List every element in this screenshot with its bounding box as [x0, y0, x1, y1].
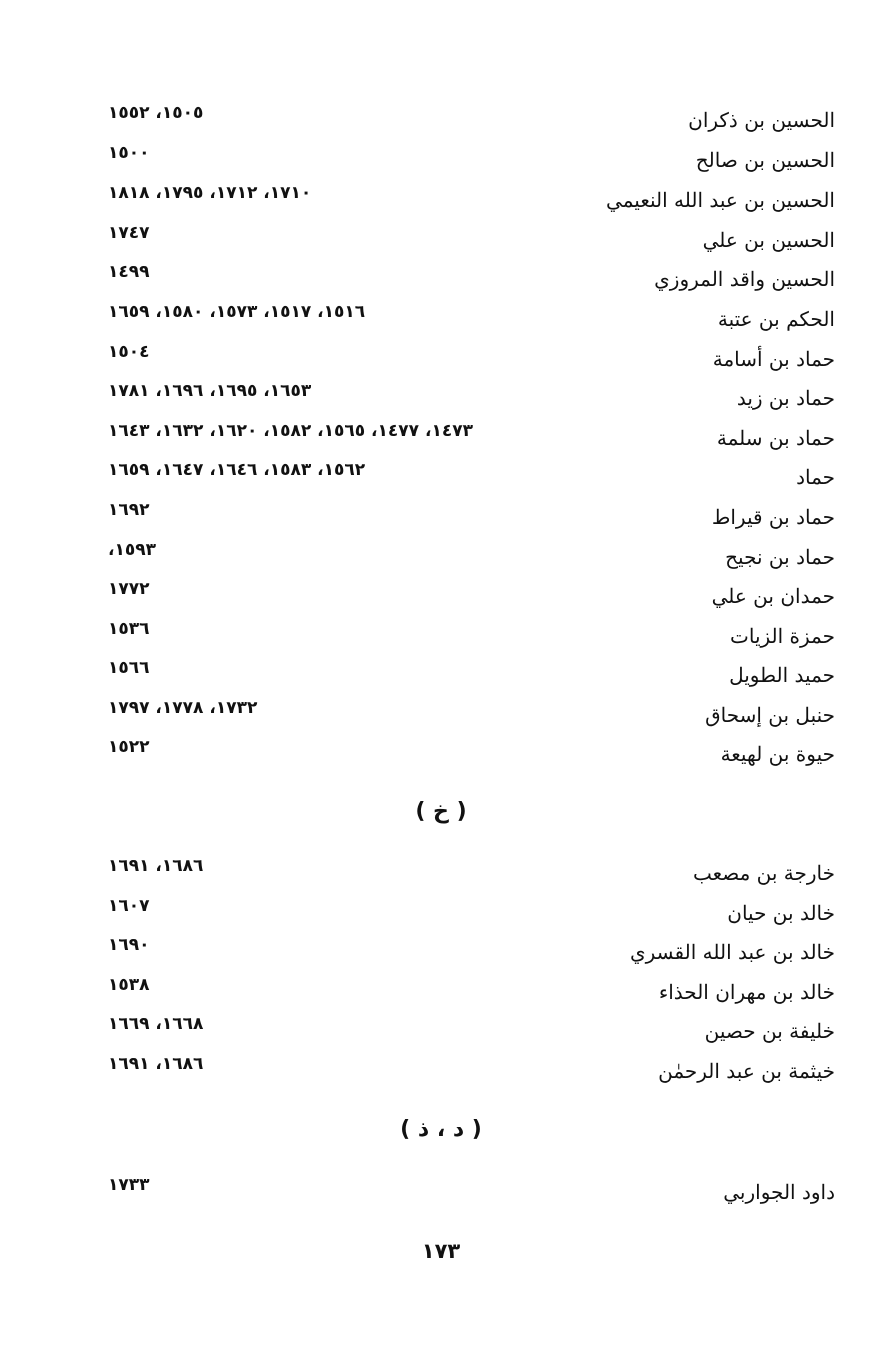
- entry-refs: ١٥١٦، ١٥١٧، ١٥٧٣، ١٥٨٠، ١٦٥٩: [108, 302, 366, 322]
- entry-name: حميد الطويل: [729, 663, 835, 687]
- entry-name: حمدان بن علي: [711, 584, 835, 608]
- entry-name: داود الجواربي: [723, 1180, 835, 1204]
- entry-name: حماد: [796, 465, 835, 489]
- entry-name: حماد بن أسامة: [712, 347, 835, 371]
- index-entry: [100, 893, 835, 933]
- index-entry: [100, 220, 835, 260]
- entry-refs: ١٥٦٢، ١٥٨٣، ١٦٤٦، ١٦٤٧، ١٦٥٩: [108, 460, 366, 480]
- index-entry: [100, 853, 835, 893]
- entry-name: خالد بن عبد الله القسري: [629, 940, 835, 964]
- entry-refs: ١٥٢٢: [108, 737, 150, 757]
- index-entry: [100, 932, 835, 972]
- entry-refs: ١٦٩٠: [108, 935, 150, 955]
- index-entry: [100, 616, 835, 656]
- index-entry: [100, 418, 835, 458]
- index-entry: [100, 576, 835, 616]
- entry-name: الحسين بن عبد الله النعيمي: [606, 188, 835, 212]
- index-entry: [100, 100, 835, 140]
- entry-refs: ١٧٧٢: [108, 579, 150, 599]
- section-heading-dal: ( د ، ذ ): [400, 1117, 482, 1142]
- entry-refs: ١٥٠٠: [108, 143, 150, 163]
- entry-name: خيثمة بن عبد الرحمٰن: [658, 1059, 835, 1083]
- index-entry: [100, 378, 835, 418]
- page-number: ١٧٣: [421, 1239, 461, 1263]
- entry-name: حيوة بن لهيعة: [720, 742, 835, 766]
- index-entry: [100, 537, 835, 577]
- entry-refs: ١٥٣٦: [108, 619, 150, 639]
- entry-refs: ١٦٦٨، ١٦٦٩: [108, 1014, 204, 1034]
- entry-name: الحسين واقد المروزي: [654, 267, 835, 291]
- section-heading-kha: ( خ ): [415, 799, 467, 824]
- entry-name: حمزة الزيات: [730, 624, 835, 648]
- entry-refs: ١٧٤٧: [108, 223, 150, 243]
- index-entry: [100, 457, 835, 497]
- index-entry: [100, 339, 835, 379]
- entry-name: الحسين بن علي: [702, 228, 835, 252]
- entry-name: خارجة بن مصعب: [692, 861, 835, 885]
- entry-refs: ١٥٦٦: [108, 658, 150, 678]
- entry-refs: ١٤٧٣، ١٤٧٧، ١٥٦٥، ١٥٨٢، ١٦٢٠، ١٦٣٢، ١٦٤٣: [108, 421, 473, 441]
- entry-name: حماد بن قيراط: [711, 505, 835, 529]
- entry-refs: ١٧٣٣: [108, 1175, 150, 1195]
- index-entry: [100, 695, 835, 735]
- entry-refs: ١٦٥٣، ١٦٩٥، ١٦٩٦، ١٧٨١: [108, 381, 312, 401]
- index-entry: [100, 734, 835, 774]
- index-entry: [100, 140, 835, 180]
- entry-name: خالد بن حيان: [727, 901, 835, 925]
- index-entry: [100, 972, 835, 1012]
- index-entry: [100, 259, 835, 299]
- entry-name: الحسين بن صالح: [695, 148, 835, 172]
- entry-refs: ١٥٣٨: [108, 975, 150, 995]
- entry-refs: ١٦٩٢: [108, 500, 150, 520]
- index-entry: [100, 1011, 835, 1051]
- entry-refs: ١٥٠٤: [108, 342, 150, 362]
- entry-refs: ١٦٨٦، ١٦٩١: [108, 1054, 204, 1074]
- entry-refs: ١٧١٠، ١٧١٢، ١٧٩٥، ١٨١٨: [108, 183, 312, 203]
- index-entry: [100, 1051, 835, 1091]
- entry-name: الحسين بن ذكران: [688, 108, 835, 132]
- entry-refs: ١٧٣٢، ١٧٧٨، ١٧٩٧: [108, 698, 258, 718]
- entry-refs: ١٥٩٣،: [108, 540, 156, 560]
- entry-name: خالد بن مهران الحذاء: [658, 980, 835, 1004]
- entry-refs: ١٦٠٧: [108, 896, 150, 916]
- entry-name: حماد بن نجيح: [725, 545, 835, 569]
- entry-refs: ١٦٨٦، ١٦٩١: [108, 856, 204, 876]
- entry-name: الحكم بن عتبة: [717, 307, 835, 331]
- index-entry: [100, 180, 835, 220]
- entry-refs: ١٤٩٩: [108, 262, 150, 282]
- index-entry: [100, 1172, 835, 1212]
- entry-name: خليفة بن حصين: [704, 1019, 835, 1043]
- entry-name: حماد بن سلمة: [716, 426, 835, 450]
- index-entry: [100, 299, 835, 339]
- index-entry: [100, 497, 835, 537]
- index-entry: [100, 655, 835, 695]
- entry-refs: ١٥٠٥، ١٥٥٢: [108, 103, 204, 123]
- entry-name: حماد بن زيد: [736, 386, 835, 410]
- entry-name: حنبل بن إسحاق: [705, 703, 835, 727]
